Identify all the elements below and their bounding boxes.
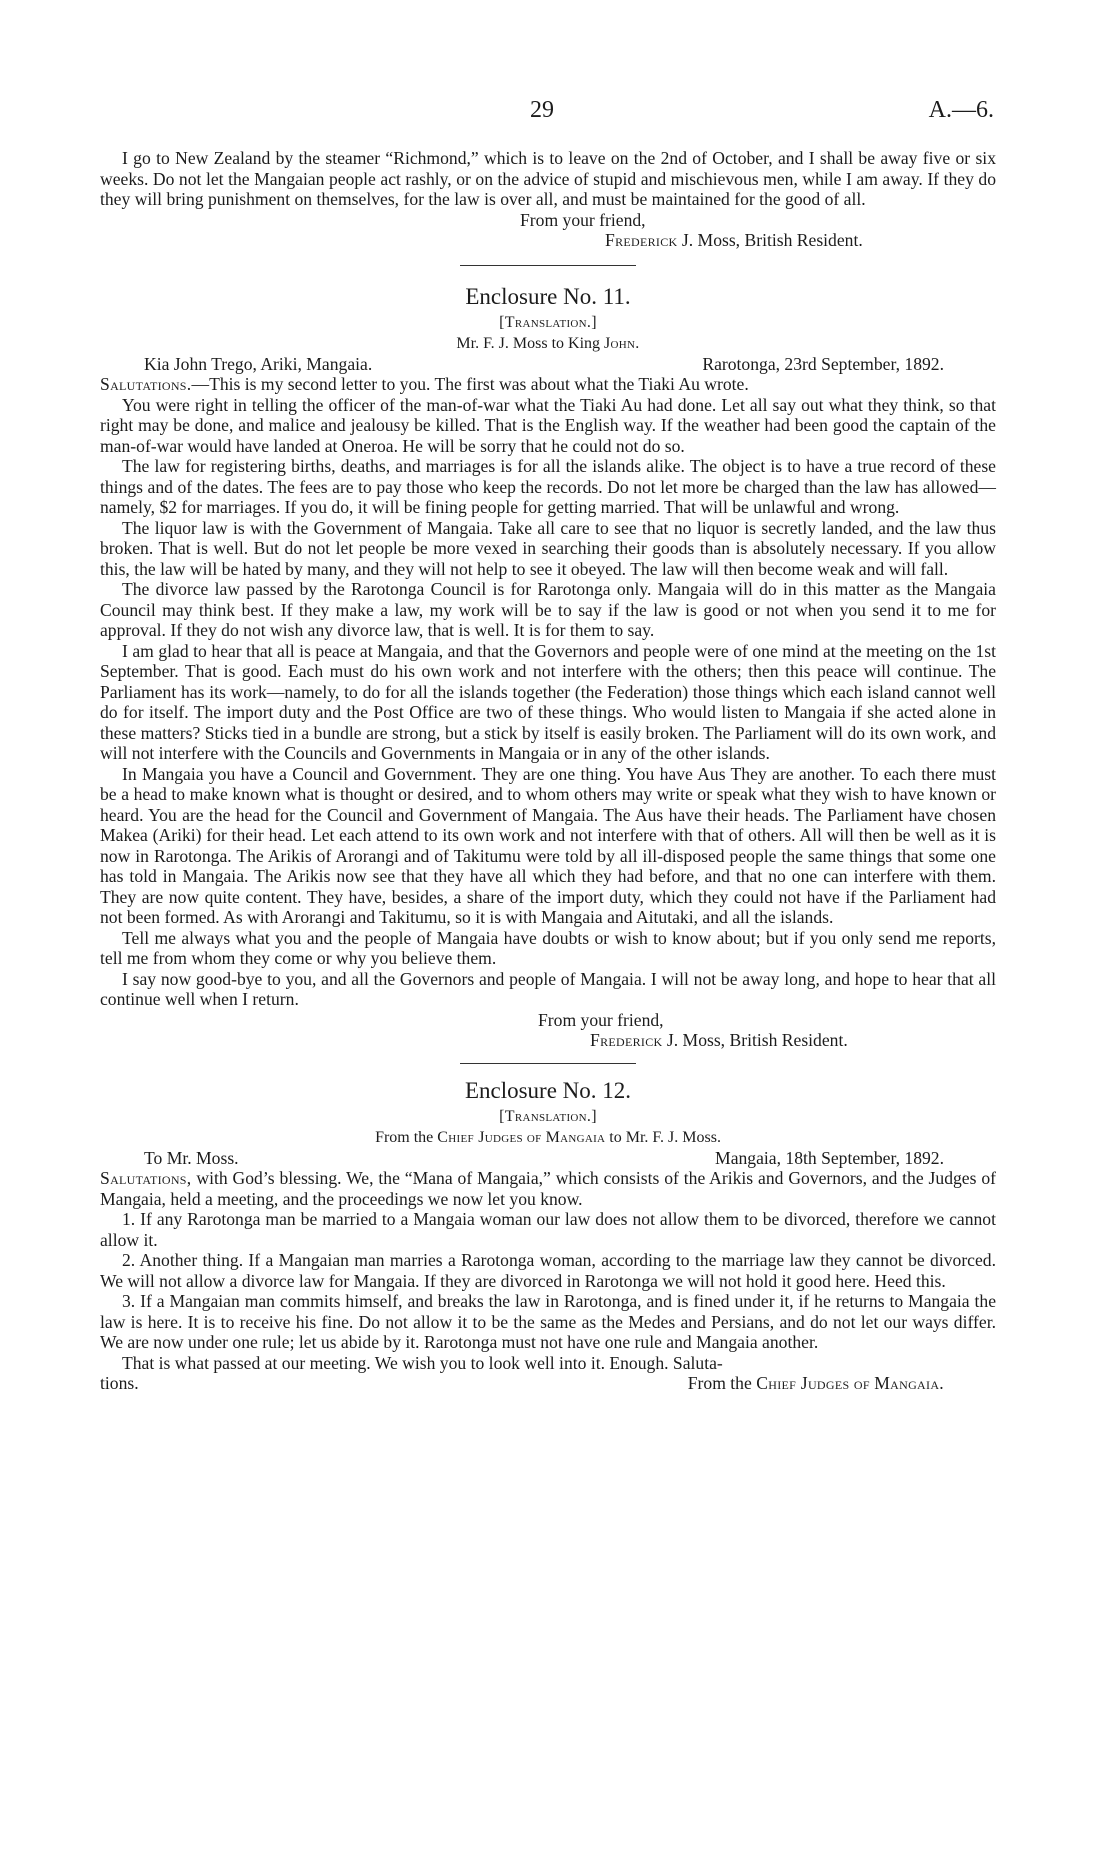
signature-name: Frederick [605,230,678,250]
signature-name: Chief Judges [756,1373,850,1393]
paragraph: In Mangaia you have a Council and Government. They are one thing. You have Aus They are another. To each there must be a head to make known what is thought or desired, and to whom others may write or speak what they wish to have known or heard. You are the head for the Council and Government of Mangaia. The Aus have their heads. The Parliament have chosen Makea (Ariki) for their head. Let each attend to its own work and not interfere with that of others. All will then be well as it is now in Rarotonga. The Arikis of Arorangi and of Takitumu were told by all ill-disposed people the same things that some one has told in Mangaia. The Arikis now see that they have all which they had before, and that no one can interfere with them. They are now quite content. They have, besides, a share of the import duty, which they could not have if the Parliament had not been formed. As with Arorangi and Takitumu, so it is with Mangaia and Aitutaki, and all the islands. [100,763,996,927]
salutation-word: Salutations. [100,374,192,394]
final-line: That is what passed at our meeting. We wish you to look well into it. Enough. Saluta- [122,1352,723,1373]
text-column [100,148,996,1394]
letter-end-signature [605,230,996,251]
salutation-text: —This is my second letter to you. The first was about what the Tiaki Au wrote. [191,374,749,394]
section-divider [460,265,636,266]
enclosure-11-signature [590,1030,996,1051]
addressee: To Mr. Moss. [144,1147,239,1168]
final-signature [688,1373,944,1394]
place-date: Mangaia, 18th September, 1892. [715,1147,944,1168]
paragraph: Tell me always what you and the people of Mangaia have doubts or wish to know about; but if you only send me reports, tell me from whom they come or why you believe them. [100,927,996,968]
from-name: Chief Judges [437,1128,523,1146]
to-text: to Mr. F. J. Moss. [609,1128,721,1146]
signature-place: Mangaia. [874,1373,944,1393]
letter-end-closing: From your friend, [520,209,646,230]
signature-name: Frederick [590,1030,663,1050]
enclosure-11-from-to [100,333,996,354]
document-code: A.—6. [928,97,994,123]
signature-of: of [853,1373,870,1393]
paragraph: I am glad to hear that all is peace at Mangaia, and that the Governors and people were of one mind at the meeting on the 1st September. That is good. Each must do his own work and not interfere with the others; then this peace will continue. The Parliament has its work—namely, to do for all the islands together (the Federation) those things which each island cannot well do for itself. The import duty and the Post Office are two of these things. Who would listen to Mangaia if she acted alone in these matters? Sticks tied in a bundle are strong, but a stick by itself is easily broken. The Parliament will do its own work, and will not interfere with the Councils and Governments in Mangaia or in any of the other islands. [100,640,996,763]
enclosure-12-from-to [100,1127,996,1148]
page-number: 29 [530,97,554,123]
enclosure-11-title: Enclosure No. 11. [465,283,631,309]
paragraph: The liquor law is with the Government of Mangaia. Take all care to see that no liquor is secretly landed, and the law thus broken. That is well. But do not let people be more vexed in searching their goods than is absolutely necessary. If you allow this, the law will be hated by many, and they will not help to see it obeyed. The law will then become weak and will fall. [100,517,996,579]
final-word: tions. [100,1373,139,1393]
page-header [0,97,1114,130]
paragraph: The law for registering births, deaths, and marriages is for all the islands alike. The object is to have a true record of these things and of the dates. The fees are to pay those who keep the records. Do not let more be charged than the law has allowed—namely, $2 for marriages. If you do, it will be fining people for getting married. That will be unlawful and wrong. [100,456,996,517]
final-signature-line [100,1373,996,1394]
from-to-name: John. [604,334,640,352]
enclosure-11-closing: From your friend, [538,1009,664,1030]
place-date: Rarotonga, 23rd September, 1892. [702,353,944,374]
from-to-text: Mr. F. J. Moss to King [456,334,601,352]
signature-rest: J. Moss, British Resident. [681,230,863,250]
enclosure-12-translation: [Translation.] [499,1107,597,1125]
paragraph: You were right in telling the officer of the man-of-war what the Tiaki Au had done. Let all say out what they think, so that right may be done, and malice and jealousy be killed. That is the English way. If the weather had been good the captain of the man-of-war would have landed at Oneroa. He will be sorry that he could not do so. [100,394,996,456]
enclosure-11-translation: [Translation.] [499,313,597,331]
enclosure-12-address-line [100,1148,996,1169]
from-of: of [526,1128,542,1146]
section-divider [460,1063,636,1064]
enclosure-11-salutation [100,374,996,395]
enclosure-12-salutation [100,1168,996,1209]
signature-rest: J. Moss, British Resident. [666,1030,848,1050]
paragraph: The divorce law passed by the Rarotonga Council is for Rarotonga only. Mangaia will do in this matter as the Mangaia Council may think best. If they make a law, my work will be to say if the law is good or not when you send it to me for approval. If they do not wish any divorce law, that is well. It is for them to say. [100,579,996,640]
paragraph: 3. If a Mangaian man commits himself, and breaks the law in Rarotonga, and is fined under it, if he returns to Mangaia the law is here. It is to receive his fine. Do not allow it to be the same as the Medes and Persians, and do not let our ways differ. We are now under one rule; let us abide by it. Rarotonga must not have one rule and Mangaia another. [100,1291,996,1352]
enclosure-11-address-line [100,354,996,375]
salutation-text: with God’s blessing. We, the “Mana of Mangaia,” which consists of the Arikis and Governors, and the Judges of Mangaia, held a meeting, and the proceedings we now let you know. [100,1168,996,1209]
paragraph: 1. If any Rarotonga man be married to a Mangaia woman our law does not allow them to be divorced, therefore we cannot allow it. [100,1209,996,1250]
letter-end-paragraph: I go to New Zealand by the steamer “Richmond,” which is to leave on the 2nd of October, and I shall be away five or six weeks. Do not let the Mangaian people act rashly, or on the advice of stupid and mischievous men, while I am away. If they do they will bring punishment on themselves, for the law is over all, and must be maintained for the good of all. [100,148,996,209]
paragraph: 2. Another thing. If a Mangaian man marries a Rarotonga woman, according to the marriage law they cannot be divorced. We will not allow a divorce law for Mangaia. If they are divorced in Rarotonga we will not hold it good here. Heed this. [100,1250,996,1291]
from-text: From the [375,1128,434,1146]
signature-prefix: From the [687,1373,752,1393]
addressee: Kia John Trego, Ariki, Mangaia. [144,353,373,374]
paragraph: I say now good-bye to you, and all the Governors and people of Mangaia. I will not be away long, and hope to hear that all continue well when I return. [100,968,996,1009]
enclosure-12-title: Enclosure No. 12. [464,1077,632,1103]
from-place: Mangaia [545,1128,606,1146]
salutation-word: Salutations, [100,1168,192,1188]
